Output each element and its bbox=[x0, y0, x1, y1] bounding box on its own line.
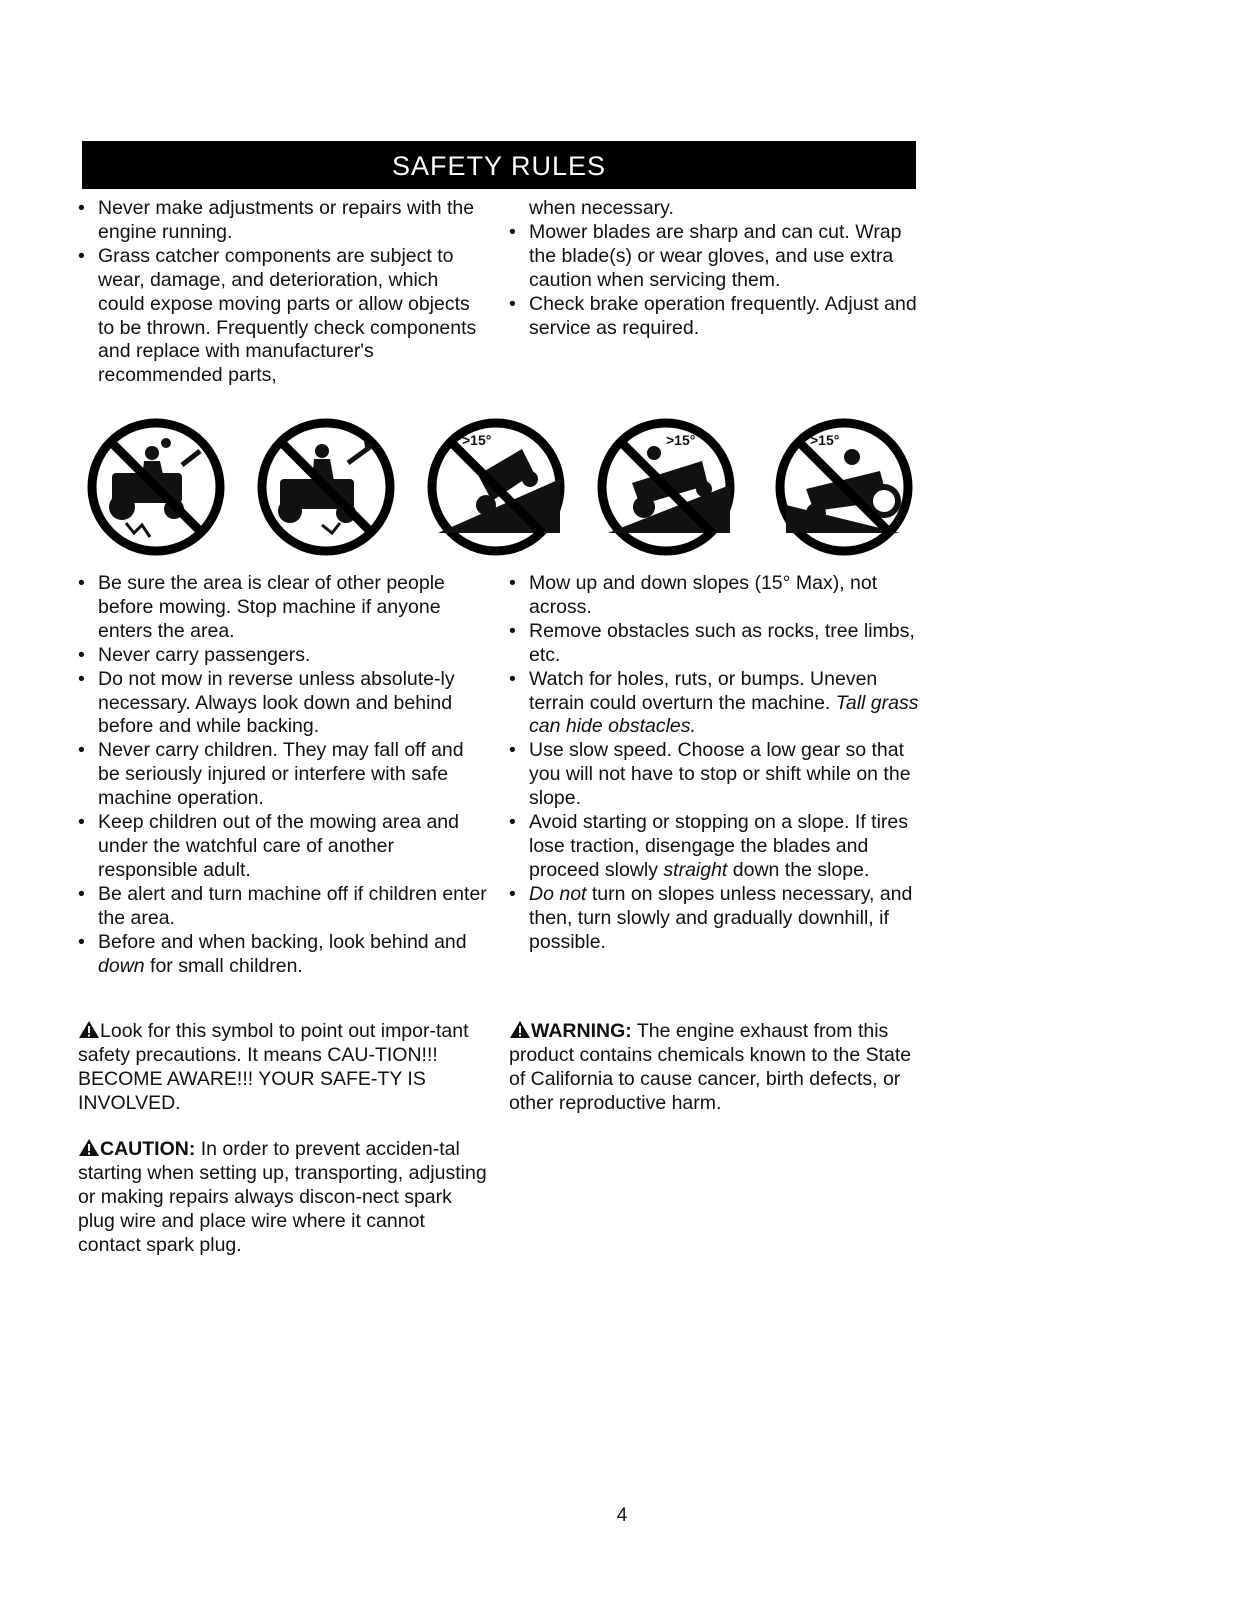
no-passengers-icon bbox=[82, 405, 230, 563]
item-text: Before and when backing, look behind and bbox=[98, 930, 467, 953]
caution-label: CAUTION: bbox=[100, 1138, 196, 1160]
no-steep-slope-icon bbox=[422, 405, 570, 563]
warning-text: The engine exhaust from this product contains chemicals known to the State of California to cause cancer, birth defects, or other reproductive harm. bbox=[509, 1020, 912, 1114]
middle-left-column bbox=[78, 572, 488, 978]
top-left-column bbox=[78, 197, 488, 388]
list-item: • Keep children out of the mowing area and under the watchful care of another responsible adult. bbox=[78, 811, 488, 883]
continued-text: when necessary. bbox=[529, 197, 674, 219]
list-item: • Use slow speed. Choose a low gear so that you will not have to stop or shift while on the slope. bbox=[509, 739, 921, 811]
list-item bbox=[509, 668, 921, 740]
list-item: • Grass catcher components are subject to wear, damage, and deterioration, which could expose moving parts or allow objects to be thrown. Frequently check components and replace with manufacturer's recommended parts, bbox=[78, 245, 488, 388]
item-emphasis: straight bbox=[663, 858, 728, 881]
list-item: • Mow up and down slopes (15° Max), not across. bbox=[509, 572, 921, 620]
no-children-icon bbox=[252, 405, 400, 563]
list-item: • Never carry children. They may fall off and be seriously injured or interfere with safe machine operation. bbox=[78, 739, 488, 811]
list-item: • Never make adjustments or repairs with the engine running. bbox=[78, 197, 488, 245]
warning-triangle-icon bbox=[78, 1138, 100, 1157]
list-item bbox=[78, 931, 488, 979]
top-right-column bbox=[509, 197, 919, 340]
list-item: • Remove obstacles such as rocks, tree limbs, etc. bbox=[509, 620, 921, 668]
list-item: • Be alert and turn machine off if children enter the area. bbox=[78, 883, 488, 931]
item-emphasis: down bbox=[98, 954, 145, 977]
no-downhill-steep-icon bbox=[770, 405, 918, 563]
item-emphasis: Tall grass can hide obstacles. bbox=[529, 691, 919, 738]
section-title: SAFETY RULES bbox=[391, 151, 607, 181]
item-emphasis: Do not bbox=[529, 882, 587, 905]
slope-label: >15° bbox=[666, 432, 696, 448]
list-item bbox=[509, 883, 921, 955]
list-item: • Mower blades are sharp and can cut. Wrap the blade(s) or wear gloves, and use extra caution when servicing them. bbox=[509, 221, 919, 293]
page-number: 4 bbox=[616, 1505, 628, 1526]
item-text: Avoid starting or stopping on a slope. If tires lose traction, disengage the blades and proceed slowly bbox=[529, 811, 909, 881]
warning-triangle-icon bbox=[78, 1020, 100, 1039]
caution-notice bbox=[78, 1138, 488, 1258]
warning-notice bbox=[509, 1020, 921, 1116]
list-item: • Check brake operation frequently. Adjust and service as required. bbox=[509, 293, 919, 341]
warning-label: WARNING: bbox=[531, 1020, 632, 1042]
item-text: turn on slopes unless necessary, and then, turn slowly and gradually downhill, if possible. bbox=[529, 882, 913, 953]
warning-triangle-icon bbox=[509, 1020, 531, 1039]
safety-symbols-row bbox=[82, 405, 922, 565]
section-banner bbox=[82, 141, 916, 189]
safety-symbol-note bbox=[78, 1020, 488, 1116]
item-text: Watch for holes, ruts, or bumps. Uneven terrain could overturn the machine. bbox=[529, 667, 878, 714]
slope-label: >15° bbox=[462, 432, 492, 448]
item-text: for small children. bbox=[144, 954, 303, 977]
item-text: down the slope. bbox=[727, 858, 870, 881]
no-uphill-steep-icon bbox=[592, 405, 740, 563]
slope-label: >15° bbox=[810, 432, 840, 448]
list-item: • Be sure the area is clear of other people before mowing. Stop machine if anyone enters the area. bbox=[78, 572, 488, 644]
caution-text: In order to prevent acciden-tal starting when setting up, transporting, adjusting or making repairs always discon-nect spark plug wire and place wire where it cannot contact spark plug. bbox=[78, 1138, 487, 1256]
symbol-note-text: Look for this symbol to point out impor-tant safety precautions. It means CAU-TION!!! BECOME AWARE!!! YOUR SAFE-TY IS INVOLVED. bbox=[78, 1020, 469, 1114]
middle-right-column bbox=[509, 572, 921, 955]
list-item bbox=[509, 811, 921, 883]
list-item: • Never carry passengers. bbox=[78, 644, 488, 668]
list-item: • Do not mow in reverse unless absolute-ly necessary. Always look down and behind before and while backing. bbox=[78, 668, 488, 740]
